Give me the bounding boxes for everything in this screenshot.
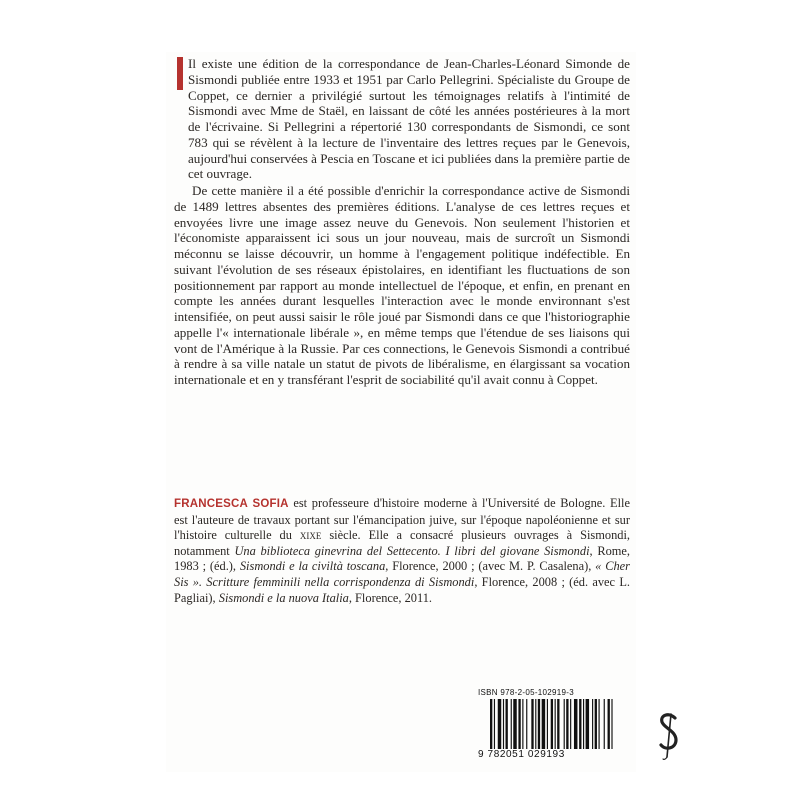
- bio-text-5: , Florence, 2008 ; (éd. avec L. Pagliai),: [174, 574, 630, 605]
- bio-title-3: « Cher Sis ». Scritture femminili nella corrispondenza di Sismondi: [174, 559, 630, 589]
- isbn-label: ISBN 978-2-05-102919-3: [478, 688, 574, 697]
- summary-paragraph-1: Il existe une édition de la correspondance de Jean-Charles-Léonard Simonde de Sismondi publiée entre 1933 et 1951 par Carlo Pellegrini. Spécialiste du Groupe de Coppet, ce dernier a privilégié surtout les témoignages relatifs à l'intimité de Sismondi avec Mme de Staël, en laissant de côté les années postérieures à la mort de l'écrivaine. Si Pellegrini a répertorié 130 correspondants de Sismondi, ce sont 783 qui se révèlent à la lecture de l'inventaire des lettres reçues par le Genevois, aujourd'hui conservées à Pescia en Toscane et ici publiées dans la première partie de cet ouvrage.: [188, 56, 630, 182]
- bio-text-3: , Rome, 1983 ; (éd.),: [174, 543, 631, 574]
- summary-paragraph-2: De cette manière il a été possible d'enrichir la correspondance active de Sismondi de 1489 lettres absentes des premières éditions. L'analyse de ces lettres reçues et envoyées livre une image assez neuve du Genevois. Non seulement l'historien et l'économiste apparaissent ici sous un jour nouveau, mais de surcroît un Sismondi méconnu se laisse découvrir, un homme à l'engagement politique indéfectible. En suivant l'évolution de ses réseaux épistolaires, en identifiant les fluctuations de son positionnement par rapport au monde intellectuel de l'époque, et enfin, en prenant en compte les années durant lesquelles l'interaction avec le monde environnant s'est intensifiée, on peut aussi saisir le rôle joué par Sismondi dans ce que l'historiographie appelle l'« internationale libérale », en même temps que l'étendue de ses liaisons qui vont de l'Amérique à la Russie. Par ces connections, le Genevois Sismondi a contribué à rendre à sa ville natale un statut de pivots de libéralisme, en élargissant sa vocation internationale et en y transférant l'esprit de sociabilité qu'il avait connu à Coppet.: [174, 183, 630, 387]
- bio-text-6: , Florence, 2011.: [348, 590, 433, 605]
- bio-title-1: Una biblioteca ginevrina del Settecento. I libri del giovane Sismondi: [234, 543, 590, 558]
- author-name: FRANCESCA SOFIA: [174, 498, 289, 510]
- summary-text: [174, 56, 630, 388]
- bio-text-2: siècle. Elle a consacré plusieurs ouvrages à Sismondi, notamment: [174, 528, 631, 558]
- barcode: [490, 699, 614, 749]
- barcode-digits: 9 782051 029193: [478, 749, 565, 760]
- bio-text-1: est professeure d'histoire moderne à l'Université de Bologne. Elle est l'auteure de travaux portant sur l'émancipation juive, sur l'époque napoléonienne et sur l'histoire culturelle du: [174, 496, 630, 543]
- bio-century: xixe: [299, 528, 322, 543]
- bio-text-4: , Florence, 2000 ; (avec M. P. Casalena),: [385, 559, 596, 574]
- author-bio: [174, 496, 630, 606]
- isbn-block: [478, 688, 626, 760]
- bio-title-4: Sismondi e la nuova Italia: [218, 590, 349, 605]
- publisher-s-logo-icon: [655, 708, 683, 762]
- bio-title-2: Sismondi e la civiltà toscana: [239, 559, 386, 574]
